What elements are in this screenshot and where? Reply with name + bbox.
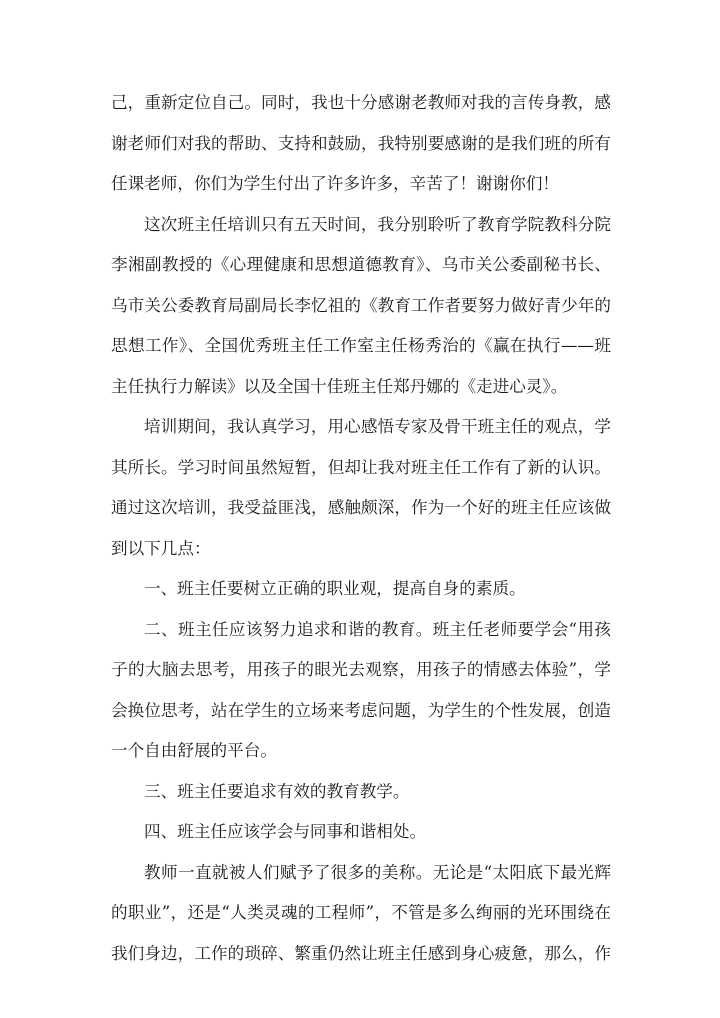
text-line: 其所长。学习时间虽然短暂，但却让我对班主任工作有了新的认识。 bbox=[111, 457, 611, 477]
text-line: 会换位思考，站在学生的立场来考虑问题，为学生的个性发展，创造 bbox=[111, 700, 611, 720]
text-line: 的职业”，还是“人类灵魂的工程师”，不管是多么绚丽的光环围绕在 bbox=[111, 903, 611, 922]
text-line: 思想工作》、全国优秀班主任工作室主任杨秀治的《赢在执行——班 bbox=[111, 336, 611, 355]
text-line: 主任执行力解读》以及全国十佳班主任郑丹娜的《走进心灵》。 bbox=[111, 376, 568, 396]
text-line: 四、班主任应该学会与同事和谐相处。 bbox=[144, 822, 427, 841]
text-line: 乌市关公委教育局副局长李忆祖的《教育工作者要努力做好青少年的 bbox=[111, 295, 611, 315]
text-line: 己，重新定位自己。同时，我也十分感谢老教师对我的言传身教，感 bbox=[111, 93, 611, 112]
text-line: 培训期间，我认真学习，用心感悟专家及骨干班主任的观点，学 bbox=[144, 417, 611, 436]
text-line: 这次班主任培训只有五天时间，我分别聆听了教育学院教科分院 bbox=[144, 214, 611, 234]
text-line: 通过这次培训，我受益匪浅，感触颇深，作为一个好的班主任应该做 bbox=[111, 498, 611, 517]
text-line: 李湘副教授的《心理健康和思想道德教育》、乌市关公委副秘书长、 bbox=[111, 255, 611, 274]
text-line: 一个自由舒展的平台。 bbox=[111, 741, 277, 760]
text-line: 一、班主任要树立正确的职业观，提高自身的素质。 bbox=[144, 579, 526, 598]
text-line: 谢老师们对我的帮助、支持和鼓励，我特别要感谢的是我们班的所有 bbox=[111, 133, 611, 153]
paragraph bbox=[111, 812, 611, 853]
text-line: 教师一直就被人们赋予了很多的美称。无论是“太阳底下最光辉 bbox=[144, 862, 611, 882]
paragraph bbox=[111, 853, 611, 975]
text-line: 任课老师，你们为学生付出了许多许多，辛苦了！谢谢你们！ bbox=[111, 174, 560, 193]
paragraph bbox=[111, 407, 611, 569]
document-page bbox=[111, 83, 611, 974]
text-line: 子的大脑去思考，用孩子的眼光去观察，用孩子的情感去体验”，学 bbox=[111, 660, 611, 679]
paragraph bbox=[111, 569, 611, 610]
paragraph bbox=[111, 772, 611, 813]
paragraph bbox=[111, 205, 611, 408]
text-line: 二、班主任应该努力追求和谐的教育。班主任老师要学会“用孩 bbox=[144, 619, 611, 639]
text-line: 三、班主任要追求有效的教育教学。 bbox=[144, 781, 410, 801]
paragraph bbox=[111, 610, 611, 772]
paragraph bbox=[111, 83, 611, 205]
text-line: 我们身边，工作的琐碎、繁重仍然让班主任感到身心疲惫，那么，作 bbox=[111, 943, 611, 963]
text-line: 到以下几点： bbox=[111, 538, 211, 558]
